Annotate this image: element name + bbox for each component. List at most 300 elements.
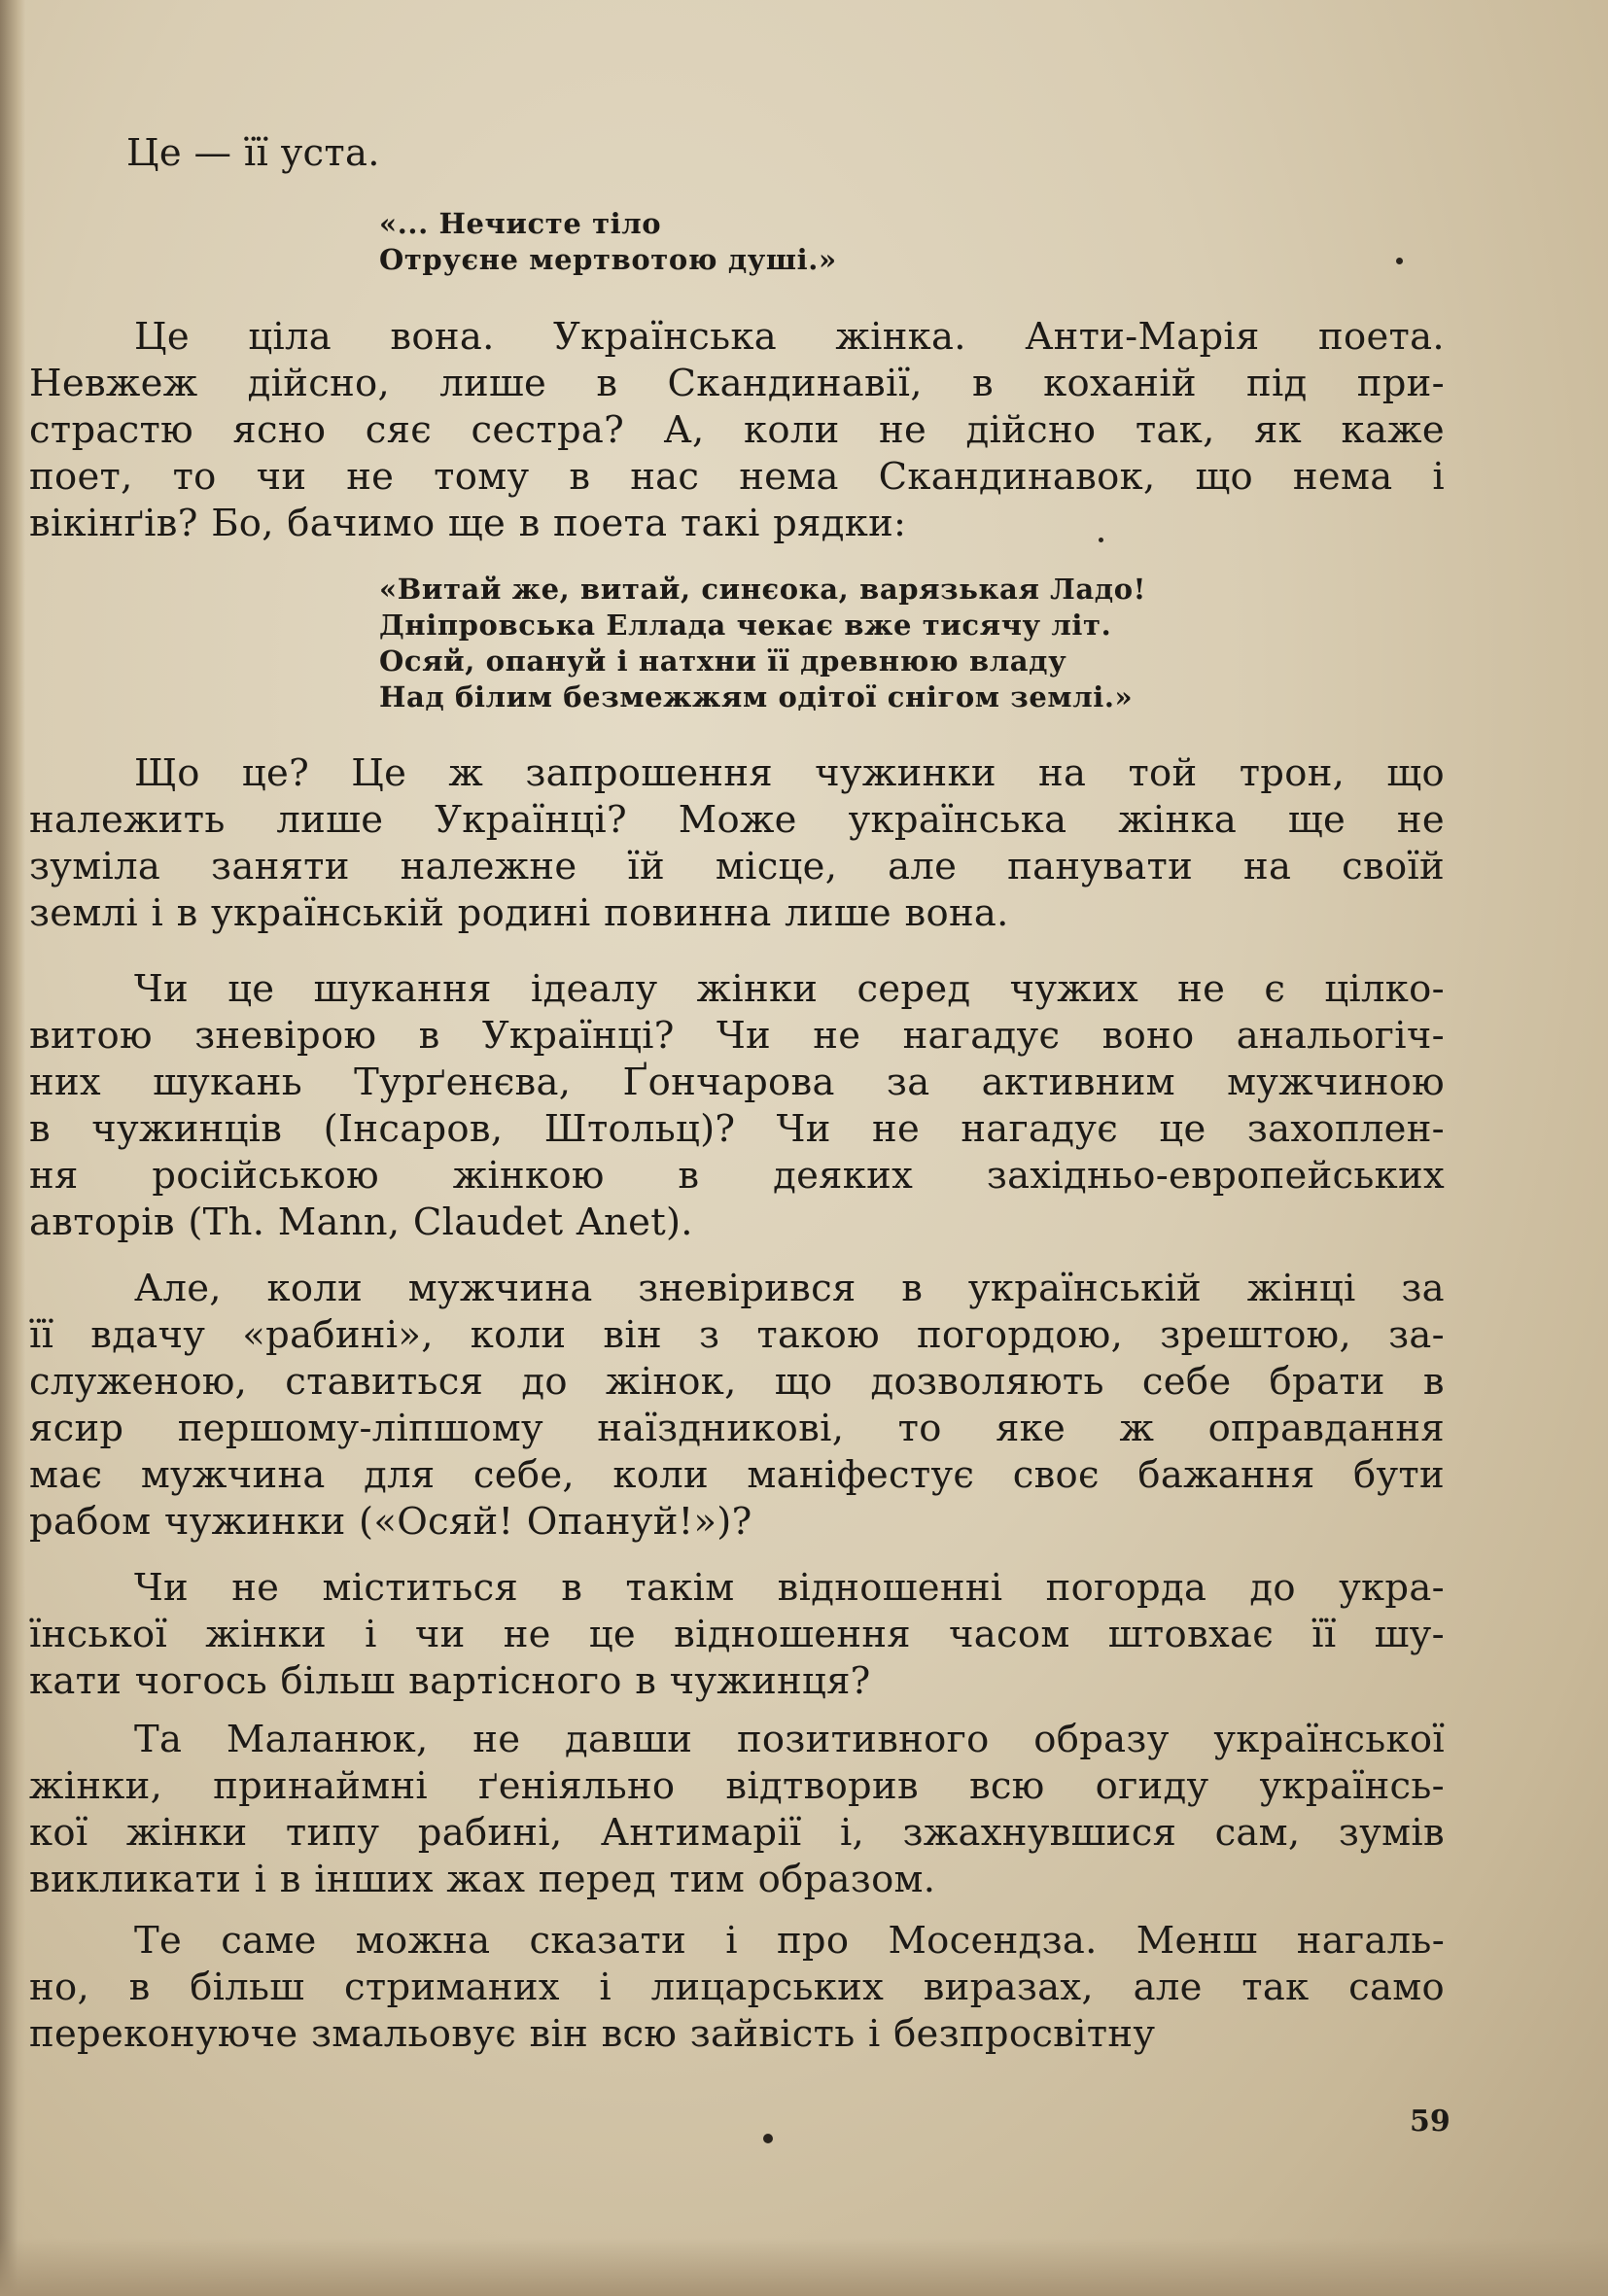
word: страстю [29,408,193,452]
word: викликати [29,1858,242,1901]
word: (Th. [188,1200,265,1244]
word: принаймні [213,1764,429,1808]
word: ня [29,1154,79,1198]
word: чогось [134,1659,267,1703]
word: нема [739,455,839,499]
word: заняти [211,845,350,888]
word: зумів [1338,1811,1445,1855]
word: на [1038,751,1087,795]
word: трон, [1239,751,1346,795]
word: в [635,1659,657,1703]
word: зневірою [194,1014,377,1058]
word: можна [355,1919,491,1963]
quote-line: Дніпровська Еллада чекає вже тисячу літ. [379,609,1112,642]
word: і [867,2012,881,2056]
word: шу- [1374,1613,1445,1656]
word: поет, [29,455,133,499]
word: «рабині», [242,1313,434,1357]
word: них [29,1061,101,1104]
word: запрошення [525,751,773,795]
word: Скандинавії, [667,362,923,405]
word: стриманих [344,1966,560,2009]
word: тому [434,455,530,499]
word: зайвість [689,2012,856,2056]
word: жінка [1118,798,1238,842]
word: і [725,1919,738,1963]
word: так [1241,1966,1310,2009]
word: в [279,1858,301,1901]
ink-speck [763,2134,773,2143]
word: є [1264,967,1286,1011]
word: це [1159,1107,1206,1151]
word: активним [981,1061,1175,1104]
word: він [603,1313,662,1357]
word: служеною, [29,1360,248,1404]
word: ще [1287,798,1346,842]
word: і [365,1613,377,1656]
quote-line: Осяй, опануй і натхни її древнюю владу [379,644,1067,678]
word: належить [29,798,226,842]
word: типу [285,1811,380,1855]
word: на [1242,845,1292,888]
word: жах [446,1858,526,1901]
word: зневірився [638,1267,856,1310]
word: в [678,1154,700,1198]
word: ще [447,502,507,545]
word: відношенні [777,1566,1003,1610]
word: чужих [1009,967,1138,1011]
word: оправдання [1207,1407,1445,1450]
word: поета [553,502,668,545]
word: для [364,1453,436,1497]
word: лише [439,362,547,405]
word: при- [1356,362,1445,405]
text-line [29,1499,1445,1546]
word: огиду [1095,1764,1209,1808]
word: вдачу [90,1313,206,1357]
word: не [1177,967,1226,1011]
word: місце, [715,845,838,888]
word: української [1213,1718,1445,1761]
word: яке [996,1407,1066,1450]
word: під [1245,362,1308,405]
word: з [699,1313,720,1357]
word: лише [276,798,384,842]
word: в [128,1966,151,2009]
page-number: 59 [1410,2105,1451,2139]
word: не [346,455,395,499]
word: сам, [1214,1811,1301,1855]
word: бачимо [287,502,436,545]
word: коли [744,408,840,452]
word: своїй [1342,845,1445,888]
word: жінці [1246,1267,1356,1310]
word: Ґончарова [622,1061,835,1104]
word: дозволяють [870,1360,1104,1404]
text-line [29,407,1445,454]
word: зжахнувшися [902,1811,1177,1855]
quote-line: Над білим безмежжям одітої снігом землі.» [379,680,1134,713]
word: повинна [604,891,772,935]
word: лицарських [650,1966,885,2009]
word: в [901,1267,924,1310]
text-line [29,1810,1445,1857]
word: але [888,845,958,888]
word: не [1396,798,1445,842]
word: ж [1119,1407,1155,1450]
word: і [599,1966,612,2009]
word: чужинця? [669,1659,871,1703]
word: українській [211,891,445,935]
word: за [1401,1267,1445,1310]
word: коли [266,1267,364,1310]
word: не [503,1613,551,1656]
word: рабом [29,1500,152,1544]
word: в [418,1014,440,1058]
word: жінок, [606,1360,737,1404]
ink-speck [1396,258,1403,264]
text-line [29,797,1445,844]
word: Українці? [481,1014,675,1058]
word: не [231,1566,280,1610]
word: брати [1269,1360,1385,1404]
word: жінка. [835,315,966,359]
word: Це [134,315,190,359]
word: має [29,1453,103,1497]
word: в [596,362,618,405]
word: змальовує [310,2012,517,2056]
word: що [1195,455,1254,499]
word: само [1348,1966,1445,2009]
word: що [774,1360,833,1404]
word: жінки [205,1613,327,1656]
word: Штольц)? [543,1107,736,1151]
word: вона. [390,315,495,359]
paragraph-5 [29,1565,1445,1705]
word: такім [625,1566,735,1610]
text-line [29,1060,1445,1106]
word: тим [669,1858,746,1901]
word: мужчина [407,1267,593,1310]
word: образу [1033,1718,1170,1761]
text-line [29,1763,1445,1810]
word: укра- [1339,1566,1445,1610]
word: нагадує [902,1014,1061,1058]
text-line [29,1013,1445,1060]
paragraph-6 [29,1717,1445,1903]
paragraph-7 [29,1918,1445,2058]
word: землі [29,891,138,935]
word: витою [29,1014,153,1058]
text-line [29,501,1445,547]
word: чужинки [815,751,996,795]
word: її [29,1313,54,1357]
quote-line: Отруєне мертвотою душі.» [379,243,837,276]
word: Anet). [576,1200,693,1244]
word: Скандинавок, [878,455,1156,499]
word: в [561,1566,583,1610]
text-line [29,1200,1445,1246]
word: (Інсаров, [323,1107,504,1151]
text-line [29,1717,1445,1763]
word: безпросвітну [893,2012,1156,2056]
word: зрештою, [1160,1313,1352,1357]
word: і [1432,455,1445,499]
text-line [29,314,1445,361]
word: маніфестує [747,1453,975,1497]
word: коли [470,1313,567,1357]
word: серед [856,967,971,1011]
text-line [29,1406,1445,1452]
word: перед [538,1858,656,1901]
word: це? [241,751,310,795]
word: Невжеж [29,362,198,405]
word: дійсно, [247,362,391,405]
word: Claudet [412,1200,564,1244]
text-line [29,2011,1445,2058]
quote-excerpt-2 [379,572,1146,715]
word: шукань [153,1061,302,1104]
word: всю [601,2012,678,2056]
word: нас [630,455,700,499]
word: позитивного [736,1718,990,1761]
word: вона. [904,891,1009,935]
word: мужчина [140,1453,326,1497]
word: анальогіч- [1236,1014,1445,1058]
quote-excerpt-1 [379,206,837,278]
first-line: Це — її уста. [126,131,380,175]
word: міститься [322,1566,519,1610]
text-line [29,844,1445,890]
word: Українська [553,315,777,359]
text-line [29,1965,1445,2011]
word: поета. [1318,315,1445,359]
word: той [1128,751,1198,795]
word: ясир [29,1407,124,1450]
word: її [1311,1613,1337,1656]
word: ціла [248,315,332,359]
word: інших [314,1858,434,1901]
word: А, [663,408,705,452]
word: сказати [529,1919,687,1963]
word: в [29,1107,51,1151]
word: такою [756,1313,880,1357]
word: це [227,967,275,1011]
word: до [1249,1566,1296,1610]
word: рядки: [773,502,907,545]
word: родині [457,891,591,935]
word: сяє [365,408,433,452]
word: не [813,1014,861,1058]
word: в [971,362,994,405]
word: кати [29,1659,122,1703]
word: в [518,502,541,545]
word: їй [627,845,665,888]
text-line [29,1312,1445,1359]
word: він [529,2012,589,2056]
word: вікінґів? [29,502,198,545]
word: за [886,1061,930,1104]
text-line [29,1153,1445,1200]
word: кої [29,1811,88,1855]
text-line [29,361,1445,407]
word: Турґенєва, [354,1061,572,1104]
word: і [151,891,164,935]
word: деяких [773,1154,914,1198]
word: чужинки [163,1500,346,1544]
word: західньо-европейських [986,1154,1445,1198]
word: захоплен- [1246,1107,1445,1151]
text-line [29,1565,1445,1612]
word: каже [1341,408,1445,452]
word: нагадує [961,1107,1119,1151]
word: жінки, [29,1764,163,1808]
word: погордою, [916,1313,1124,1357]
word: мужчиною [1227,1061,1445,1104]
word: за- [1388,1313,1445,1357]
word: чи [414,1613,466,1656]
word: Те [134,1919,183,1963]
word: Анти-Марія [1025,315,1260,359]
word: Бо, [211,502,274,545]
text-line [29,1106,1445,1153]
word: себе, [472,1453,575,1497]
word: рабині, [417,1811,563,1855]
word: Але, [134,1267,222,1310]
word: часом [949,1613,1070,1656]
word: воно [1101,1014,1195,1058]
word: і, [839,1811,865,1855]
word: переконуюче [29,2012,298,2056]
word: не [472,1718,521,1761]
word: відтворив [725,1764,919,1808]
word: коли [612,1453,709,1497]
word: українська [848,798,1067,842]
word: бажання [1137,1453,1315,1497]
word: не [879,408,927,452]
word: ставиться [285,1360,484,1404]
word: їнської [29,1613,168,1656]
word: і [254,1858,267,1901]
text-line [29,1857,1445,1903]
word: українській [967,1267,1203,1310]
word: всю [968,1764,1045,1808]
word: Опануй!»)? [526,1500,752,1544]
word: до [521,1360,568,1404]
paragraph-4 [29,1266,1445,1546]
word: наїздникові, [597,1407,845,1450]
word: («Осяй! [359,1500,514,1544]
word: цілко- [1324,967,1445,1011]
word: образом. [757,1858,936,1901]
page-edge-shadow [0,0,25,2296]
word: російською [152,1154,379,1198]
word: в [569,455,591,499]
quote-line: «Витай же, витай, синєока, варязькая Ладо! [379,573,1146,606]
word: як [1254,408,1303,452]
word: Менш [1136,1919,1258,1963]
word: більш [280,1659,396,1703]
word: Що [134,751,200,795]
word: Mann, [277,1200,401,1244]
word: так, [1135,408,1215,452]
word: Чи [776,1107,831,1151]
word: не [872,1107,921,1151]
word: більш [190,1966,305,2009]
word: Чи [134,967,190,1011]
word: українсь- [1259,1764,1445,1808]
word: Українці? [435,798,627,842]
word: про [776,1919,850,1963]
word: шукання [313,967,492,1011]
word: авторів [29,1200,175,1244]
ink-speck [1099,538,1103,542]
word: саме [221,1919,317,1963]
word: але [1133,1966,1203,2009]
word: ясно [232,408,327,452]
word: ідеалу [530,967,658,1011]
word: чужинців [91,1107,283,1151]
word: це [588,1613,637,1656]
word: чи [256,455,307,499]
quote-line: «... Нечисте тіло [379,207,662,240]
text-line [29,1658,1445,1705]
word: Це [351,751,407,795]
word: Мосендза. [888,1919,1098,1963]
word: Та [134,1718,183,1761]
word: такі [680,502,760,545]
page-bottom-shadow [0,2238,1608,2296]
paragraph-1 [29,314,1445,547]
word: погорда [1045,1566,1207,1610]
word: Чи [134,1566,190,1610]
text-line [29,890,1445,937]
word: ж [448,751,484,795]
text-line [29,966,1445,1013]
word: в [1422,1360,1445,1404]
word: виразах, [923,1966,1094,2009]
word: дійсно [965,408,1097,452]
word: сестра? [471,408,625,452]
text-line [29,1359,1445,1406]
word: вартісного [408,1659,622,1703]
word: Чи [716,1014,771,1058]
word: Маланюк, [226,1718,429,1761]
word: то [172,455,217,499]
text-line [29,750,1445,797]
word: своє [1012,1453,1100,1497]
word: но, [29,1966,89,2009]
text-line [29,1612,1445,1658]
word: давши [564,1718,693,1761]
text-line [29,1266,1445,1312]
word: жінки [696,967,819,1011]
word: належне [400,845,577,888]
word: зуміла [29,845,161,888]
word: то [897,1407,942,1450]
text-line [29,1918,1445,1965]
paragraph-2 [29,750,1445,937]
word: Може [678,798,797,842]
word: панувати [1007,845,1194,888]
word: жінки [125,1811,248,1855]
text-line [29,454,1445,501]
word: Антимарії [600,1811,802,1855]
word: нема [1292,455,1393,499]
word: коханій [1043,362,1197,405]
word: штовхає [1107,1613,1275,1656]
word: нагаль- [1296,1919,1445,1963]
